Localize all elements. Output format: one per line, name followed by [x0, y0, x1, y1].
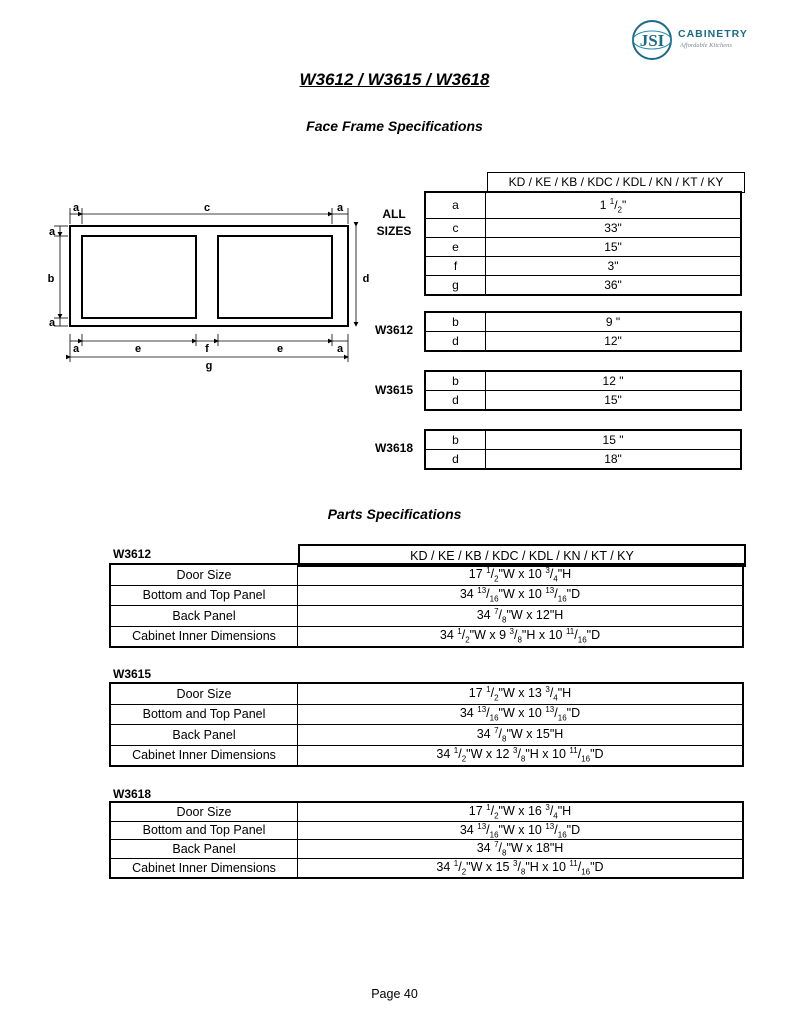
- parts-column-header: KD / KE / KB / KDC / KDL / KN / KT / KY: [299, 545, 745, 566]
- logo-mark-text: JSI: [639, 31, 665, 50]
- part-dimension: [298, 745, 743, 766]
- dimension-text: "W x 10: [498, 587, 546, 602]
- fraction-denominator: 16: [489, 714, 499, 724]
- spec-value: 12": [486, 332, 741, 351]
- company-logo: [628, 18, 768, 62]
- fraction-denominator: 8: [502, 848, 507, 858]
- fraction-slash: /: [486, 822, 490, 837]
- fraction-denominator: 16: [557, 714, 567, 724]
- part-dimension: [298, 585, 743, 606]
- fraction-slash: /: [490, 804, 495, 819]
- fraction-slash: /: [577, 860, 582, 875]
- dimension-text: "D: [566, 822, 581, 837]
- fraction-slash: /: [517, 747, 521, 762]
- dim-label-g: g: [205, 360, 213, 372]
- part-dimension: [298, 704, 743, 725]
- table-row: [426, 193, 741, 219]
- dimension-text: "W x 12"H: [506, 608, 564, 623]
- part-name: Bottom and Top Panel: [111, 704, 298, 725]
- fraction-denominator: 2: [494, 811, 499, 821]
- parts-section-label: W3615: [113, 667, 152, 681]
- dimension-text: "H x 10: [521, 628, 566, 643]
- spec-value: 9 ": [486, 313, 741, 332]
- dimension-text: 34: [459, 822, 478, 837]
- table-row: [111, 565, 743, 586]
- spec-key: d: [426, 332, 486, 351]
- dimension-text: "W x 15"H: [506, 727, 564, 742]
- spec-value: 33": [486, 219, 741, 238]
- fraction-slash: /: [458, 860, 462, 875]
- face-frame-diagram: [38, 196, 378, 376]
- fraction-slash: /: [490, 567, 495, 582]
- dimension-text: "W x 10: [498, 822, 546, 837]
- spec-value: 1 $^1/_2$": [486, 193, 741, 219]
- fraction-slash: /: [498, 841, 503, 856]
- fraction-numerator: 1: [609, 197, 615, 206]
- fraction-denominator: 4: [553, 693, 558, 703]
- spec-key: g: [426, 276, 486, 295]
- part-name: Door Size: [111, 803, 298, 822]
- model-label-w3612: W3612: [374, 323, 414, 337]
- model-label-w3615: W3615: [374, 383, 414, 397]
- parts-table: [110, 802, 743, 878]
- dim-label-a-left-top: a: [48, 226, 56, 238]
- part-dimension: [298, 606, 743, 627]
- parts-heading: Parts Specifications: [327, 506, 462, 522]
- table-row: [426, 372, 741, 391]
- fraction-slash: /: [574, 628, 578, 643]
- dim-label-c: c: [203, 202, 211, 214]
- dim-label-a-top-left: a: [72, 202, 80, 214]
- fraction-denominator: 2: [617, 205, 622, 215]
- fraction-numerator: 1: [486, 565, 491, 575]
- table-row: [426, 431, 741, 450]
- fraction-denominator: 16: [557, 830, 567, 840]
- part-dimension: [298, 803, 743, 822]
- dim-label-a-bottom-left: a: [72, 343, 80, 355]
- table-row: [111, 803, 743, 822]
- all-sizes-table: [425, 192, 741, 295]
- dimension-text: "W x 12: [466, 747, 513, 762]
- dimension-text: "W x 18"H: [506, 841, 564, 856]
- fraction-denominator: 2: [465, 636, 470, 646]
- table-row: [111, 745, 743, 766]
- page-number: Page 40: [371, 987, 418, 1001]
- spec-value: 3": [486, 257, 741, 276]
- spec-key: e: [426, 238, 486, 257]
- dimension-text: "H: [557, 567, 572, 582]
- dimension-text: 17: [468, 686, 487, 701]
- fraction-denominator: 8: [520, 867, 526, 877]
- parts-table: [110, 683, 743, 766]
- part-dimension: [298, 840, 743, 859]
- fraction-denominator: 2: [461, 755, 467, 765]
- fraction-slash: /: [490, 686, 495, 701]
- fraction-slash: /: [549, 686, 554, 701]
- spec-value: 18": [486, 450, 741, 469]
- dimension-text: 17: [468, 804, 487, 819]
- fraction-slash: /: [498, 608, 503, 623]
- face-frame-heading: Face Frame Specifications: [306, 118, 483, 134]
- parts-table: [110, 564, 743, 647]
- table-row: [426, 238, 741, 257]
- fraction-slash: /: [577, 747, 582, 762]
- part-name: Back Panel: [111, 840, 298, 859]
- dimension-text: 34: [459, 587, 478, 602]
- all-sizes-label-line2: SIZES: [376, 224, 412, 238]
- fraction-numerator: 13: [545, 705, 555, 715]
- dimension-text: "H x 10: [525, 860, 570, 875]
- fraction-denominator: 4: [553, 574, 558, 584]
- fraction-numerator: 13: [477, 586, 487, 596]
- spec-key: b: [426, 431, 486, 450]
- fraction-denominator: 2: [461, 867, 467, 877]
- fraction-slash: /: [554, 822, 558, 837]
- fraction-slash: /: [517, 860, 521, 875]
- dim-label-a-top-right: a: [336, 202, 344, 214]
- table-row: [426, 276, 741, 295]
- all-sizes-label-line1: ALL: [382, 207, 406, 221]
- fraction-denominator: 16: [581, 755, 591, 765]
- fraction-numerator: 13: [477, 821, 487, 831]
- fraction-denominator: 2: [494, 693, 499, 703]
- fraction-denominator: 16: [557, 595, 567, 605]
- spec-key: d: [426, 450, 486, 469]
- dim-label-a-bottom-right: a: [336, 343, 344, 355]
- model-table-w3618: [425, 430, 741, 469]
- fraction-denominator: 8: [517, 636, 522, 646]
- dim-label-e-left: e: [134, 343, 142, 355]
- fraction-numerator: 1: [453, 746, 459, 756]
- dimension-text: 34: [476, 841, 495, 856]
- fraction-slash: /: [486, 587, 490, 602]
- value-unit: ": [622, 198, 627, 212]
- fraction-slash: /: [458, 747, 462, 762]
- fraction-numerator: 13: [477, 705, 487, 715]
- model-table-w3612: [425, 312, 741, 351]
- table-row: [111, 704, 743, 725]
- spec-value: 12 ": [486, 372, 741, 391]
- fraction-slash: /: [554, 706, 558, 721]
- dimension-text: 34: [459, 706, 478, 721]
- fraction-slash: /: [549, 804, 554, 819]
- fraction-numerator: 1: [457, 627, 462, 637]
- spec-value: 15": [486, 391, 741, 410]
- fraction-numerator: 3: [512, 746, 518, 756]
- fraction-denominator: 16: [489, 595, 499, 605]
- part-name: Cabinet Inner Dimensions: [111, 858, 298, 877]
- dim-label-b: b: [47, 273, 55, 285]
- dim-label-a-left-bottom: a: [48, 317, 56, 329]
- frame-outline: [70, 226, 348, 326]
- part-dimension: [298, 565, 743, 586]
- dimension-text: "H: [557, 686, 572, 701]
- dim-label-d: d: [362, 273, 370, 285]
- part-name: Back Panel: [111, 606, 298, 627]
- fraction-slash: /: [498, 727, 503, 742]
- table-row: [111, 821, 743, 840]
- spec-key: c: [426, 219, 486, 238]
- dimension-text: 34: [439, 628, 458, 643]
- part-dimension: [298, 626, 743, 647]
- dim-label-f: f: [205, 343, 209, 355]
- parts-section-label: W3612: [113, 547, 152, 561]
- logo-mark-icon: [628, 18, 678, 62]
- part-name: Bottom and Top Panel: [111, 821, 298, 840]
- table-row: [426, 219, 741, 238]
- dimension-text: "H x 10: [525, 747, 570, 762]
- dimension-text: "D: [566, 706, 581, 721]
- document-title: W3612 / W3615 / W3618: [299, 70, 490, 89]
- part-dimension: [298, 725, 743, 746]
- dimension-text: 34: [436, 860, 454, 875]
- spec-key: b: [426, 313, 486, 332]
- table-row: [426, 450, 741, 469]
- table-row: [111, 606, 743, 627]
- value-whole: 1: [599, 198, 610, 212]
- fraction-slash: /: [486, 706, 490, 721]
- spec-key: d: [426, 391, 486, 410]
- table-row: [111, 725, 743, 746]
- part-dimension: [298, 684, 743, 705]
- parts-section-label: W3618: [113, 787, 152, 801]
- fraction-numerator: 13: [545, 586, 555, 596]
- fraction-numerator: 11: [565, 627, 575, 637]
- fraction-numerator: 1: [486, 684, 491, 694]
- fraction-numerator: 3: [545, 803, 550, 812]
- fraction-denominator: 16: [577, 636, 587, 646]
- part-name: Bottom and Top Panel: [111, 585, 298, 606]
- part-name: Cabinet Inner Dimensions: [111, 745, 298, 766]
- fraction-denominator: 16: [489, 830, 499, 840]
- fraction-denominator: 8: [502, 615, 507, 625]
- fraction-numerator: 3: [509, 627, 514, 637]
- spec-value: 15": [486, 238, 741, 257]
- dim-label-e-right: e: [276, 343, 284, 355]
- fraction-slash: /: [549, 567, 554, 582]
- part-dimension: [298, 858, 743, 877]
- fraction-numerator: 3: [512, 858, 518, 868]
- part-name: Cabinet Inner Dimensions: [111, 626, 298, 647]
- fraction-numerator: 3: [545, 684, 550, 694]
- fraction-numerator: 13: [545, 821, 555, 831]
- table-row: [426, 332, 741, 351]
- fraction-numerator: 7: [494, 840, 499, 850]
- dimension-text: "H: [557, 804, 572, 819]
- fraction-numerator: 7: [494, 606, 499, 616]
- dimension-text: 17: [468, 567, 487, 582]
- dimension-text: "W x 9: [469, 628, 510, 643]
- fraction-denominator: 2: [494, 574, 499, 584]
- fraction-numerator: 7: [494, 725, 499, 735]
- spec-value: 15 ": [486, 431, 741, 450]
- fraction-numerator: 11: [569, 746, 578, 756]
- logo-name: CABINETRY: [678, 28, 748, 40]
- fraction-slash: /: [513, 628, 518, 643]
- dimension-text: "D: [586, 628, 601, 643]
- dimension-text: "D: [590, 860, 604, 875]
- table-row: [111, 858, 743, 877]
- dimension-text: "W x 13: [498, 686, 546, 701]
- spec-key: b: [426, 372, 486, 391]
- dimension-text: "W x 16: [498, 804, 546, 819]
- dimension-text: "D: [566, 587, 581, 602]
- model-label-w3618: W3618: [374, 441, 414, 455]
- fraction-denominator: 8: [502, 734, 507, 744]
- dimension-text: "D: [590, 747, 604, 762]
- fraction-slash: /: [554, 587, 558, 602]
- fraction-denominator: 8: [520, 755, 526, 765]
- part-name: Door Size: [111, 684, 298, 705]
- dimension-text: "W x 15: [466, 860, 513, 875]
- model-table-w3615: [425, 371, 741, 410]
- face-frame-column-header: KD / KE / KB / KDC / KDL / KN / KT / KY: [488, 173, 745, 193]
- face-frame-header-table: [487, 172, 745, 193]
- spec-key: f: [426, 257, 486, 276]
- dimension-text: "W x 10: [498, 706, 546, 721]
- table-row: [111, 585, 743, 606]
- fraction-denominator: 16: [581, 867, 591, 877]
- dimension-text: 34: [476, 727, 495, 742]
- spec-value: 36": [486, 276, 741, 295]
- table-row: [426, 313, 741, 332]
- table-row: [426, 257, 741, 276]
- fraction-numerator: 1: [453, 858, 459, 868]
- dimension-text: 34: [476, 608, 495, 623]
- table-row: [111, 684, 743, 705]
- table-row: [426, 391, 741, 410]
- part-name: Back Panel: [111, 725, 298, 746]
- all-sizes-label: [370, 206, 418, 240]
- fraction-numerator: 3: [545, 565, 550, 575]
- table-row: [111, 840, 743, 859]
- dimension-text: "W x 10: [498, 567, 546, 582]
- table-row: [111, 626, 743, 647]
- fraction-numerator: 11: [569, 858, 578, 868]
- part-dimension: [298, 821, 743, 840]
- fraction-numerator: 1: [486, 803, 491, 812]
- part-name: Door Size: [111, 565, 298, 586]
- dimension-lines: [54, 208, 356, 362]
- logo-tagline: Affordable Kitchens: [680, 42, 732, 49]
- fraction-slash: /: [461, 628, 466, 643]
- fraction-denominator: 4: [553, 811, 558, 821]
- spec-key: a: [426, 193, 486, 219]
- dimension-text: 34: [436, 747, 454, 762]
